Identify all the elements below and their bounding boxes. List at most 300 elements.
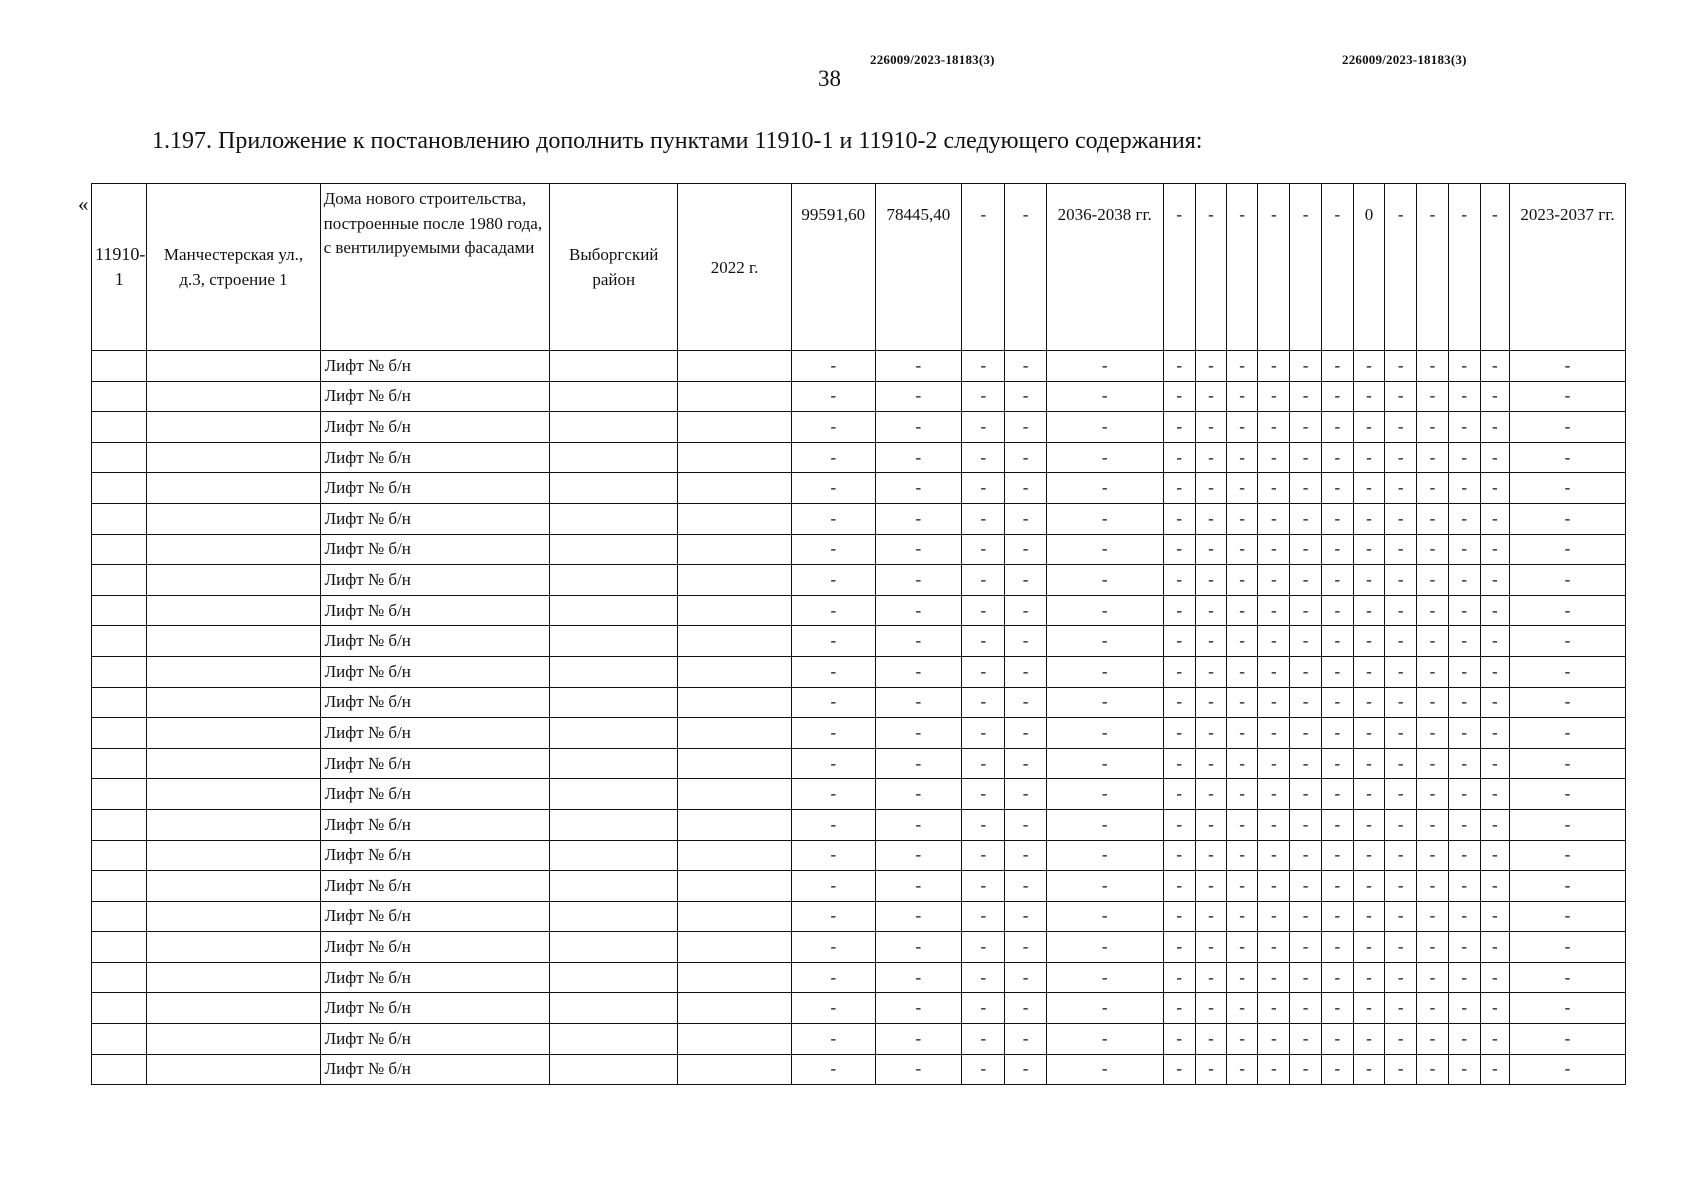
dash-cell: - [1258,351,1290,382]
value2-cell: 78445,40 [875,184,962,351]
dash-cell: - [1195,962,1226,993]
table-row-main [92,184,1626,351]
dash-cell: - [1509,687,1625,718]
dash-cell: - [1290,626,1321,657]
dash-cell: - [1321,626,1353,657]
dash-cell: - [1385,993,1417,1024]
dash-cell: - [1353,656,1384,687]
dash-cell: - [1353,687,1384,718]
dash-cell: - [1163,748,1195,779]
empty-cell [92,932,147,963]
dash-cell: - [1046,412,1163,443]
dash-cell: - [1385,412,1417,443]
empty-cell [678,412,792,443]
dash-cell: - [791,595,875,626]
cell-c21: - [1480,184,1509,351]
dash-cell: - [1417,687,1448,718]
empty-cell [550,442,678,473]
dash-cell: - [1417,442,1448,473]
empty-cell [92,595,147,626]
empty-cell [550,840,678,871]
dash-cell: - [1448,1054,1480,1085]
dash-cell: - [1448,718,1480,749]
dash-cell: - [1353,595,1384,626]
dash-cell: - [1290,687,1321,718]
dash-cell: - [1290,718,1321,749]
dash-cell: - [1195,473,1226,504]
empty-cell [678,809,792,840]
dash-cell: - [1227,993,1258,1024]
dash-cell: - [1321,534,1353,565]
empty-cell [147,809,320,840]
dash-cell: - [1353,840,1384,871]
dash-cell: - [1385,871,1417,902]
dash-cell: - [1417,962,1448,993]
dash-cell: - [1385,442,1417,473]
dash-cell: - [1290,595,1321,626]
dash-cell: - [1480,381,1509,412]
dash-cell: - [1448,534,1480,565]
dash-cell: - [1046,351,1163,382]
dash-cell: - [1258,687,1290,718]
empty-cell [550,656,678,687]
dash-cell: - [1290,779,1321,810]
final-period-cell: 2023-2037 гг. [1509,184,1625,351]
dash-cell: - [1163,1054,1195,1085]
dash-cell: - [875,595,962,626]
table-row [92,748,1626,779]
dash-cell: - [1480,871,1509,902]
dash-cell: - [1163,1024,1195,1055]
dash-cell: - [1417,473,1448,504]
dash-cell: - [1195,626,1226,657]
dash-cell: - [1290,442,1321,473]
empty-cell [678,718,792,749]
dash-cell: - [1353,1054,1384,1085]
empty-cell [147,503,320,534]
dash-cell: - [791,871,875,902]
dash-cell: - [1046,656,1163,687]
dash-cell: - [1385,351,1417,382]
empty-cell [147,534,320,565]
dash-cell: - [1321,473,1353,504]
table-row [92,473,1626,504]
empty-cell [678,656,792,687]
dash-cell: - [791,473,875,504]
dash-cell: - [1005,748,1046,779]
empty-cell [92,840,147,871]
empty-cell [550,962,678,993]
dash-cell: - [1385,779,1417,810]
dash-cell: - [875,1024,962,1055]
cell-c19: - [1417,184,1448,351]
dash-cell: - [1480,748,1509,779]
dash-cell: - [1385,503,1417,534]
dash-cell: - [1417,626,1448,657]
dash-cell: - [1448,779,1480,810]
dash-cell: - [1353,932,1384,963]
dash-cell: - [1448,595,1480,626]
dash-cell: - [1046,809,1163,840]
dash-cell: - [1258,962,1290,993]
dash-cell: - [1480,993,1509,1024]
dash-cell: - [1227,1024,1258,1055]
cell-c11: - [1163,184,1195,351]
dash-cell: - [1385,962,1417,993]
table-row [92,718,1626,749]
dash-cell: - [1321,993,1353,1024]
table-row [92,412,1626,443]
dash-cell: - [1290,901,1321,932]
empty-cell [147,473,320,504]
empty-cell [550,993,678,1024]
empty-cell [147,993,320,1024]
dash-cell: - [1509,840,1625,871]
dash-cell: - [1417,503,1448,534]
dash-cell: - [791,626,875,657]
dash-cell: - [1005,473,1046,504]
dash-cell: - [1509,1024,1625,1055]
lift-label-cell: Лифт № б/н [320,656,550,687]
empty-cell [92,412,147,443]
dash-cell: - [1448,748,1480,779]
dash-cell: - [875,351,962,382]
lift-label-cell: Лифт № б/н [320,840,550,871]
table-row [92,840,1626,871]
dash-cell: - [1227,381,1258,412]
dash-cell: - [1195,779,1226,810]
dash-cell: - [1448,565,1480,596]
dash-cell: - [1385,932,1417,963]
dash-cell: - [1385,534,1417,565]
dash-cell: - [1509,901,1625,932]
dash-cell: - [962,473,1005,504]
dash-cell: - [1321,840,1353,871]
empty-cell [92,718,147,749]
dash-cell: - [1290,1054,1321,1085]
dash-cell: - [1385,473,1417,504]
dash-cell: - [1509,993,1625,1024]
dash-cell: - [1480,1024,1509,1055]
lift-label-cell: Лифт № б/н [320,565,550,596]
dash-cell: - [1227,718,1258,749]
dash-cell: - [1195,412,1226,443]
dash-cell: - [1227,962,1258,993]
dash-cell: - [1353,993,1384,1024]
address-cell: Манчестерская ул., д.3, строение 1 [147,184,320,351]
empty-cell [678,1054,792,1085]
table-row [92,656,1626,687]
dash-cell: - [1258,718,1290,749]
dash-cell: - [1258,442,1290,473]
dash-cell: - [875,381,962,412]
dash-cell: - [1480,503,1509,534]
dash-cell: - [791,565,875,596]
dash-cell: - [1163,503,1195,534]
dash-cell: - [962,748,1005,779]
cell-c18: - [1385,184,1417,351]
dash-cell: - [1258,412,1290,443]
dash-cell: - [1195,901,1226,932]
empty-cell [678,626,792,657]
dash-cell: - [1046,442,1163,473]
dash-cell: - [1509,412,1625,443]
dash-cell: - [1321,442,1353,473]
dash-cell: - [1448,656,1480,687]
dash-cell: - [1321,718,1353,749]
dash-cell: - [1509,534,1625,565]
dash-cell: - [1227,687,1258,718]
dash-cell: - [1163,442,1195,473]
empty-cell [678,473,792,504]
document-id-right: 226009/2023-18183(3) [1342,52,1467,67]
dash-cell: - [1480,840,1509,871]
table-row [92,381,1626,412]
cell-c15: - [1290,184,1321,351]
cell-c16: - [1321,184,1353,351]
dash-cell: - [1385,565,1417,596]
dash-cell: - [1046,779,1163,810]
dash-cell: - [1448,901,1480,932]
dash-cell: - [1046,993,1163,1024]
dash-cell: - [1005,718,1046,749]
dash-cell: - [1321,1024,1353,1055]
table-row [92,1054,1626,1085]
dash-cell: - [1509,932,1625,963]
dash-cell: - [1046,687,1163,718]
dash-cell: - [1417,565,1448,596]
table-row [92,442,1626,473]
dash-cell: - [791,1054,875,1085]
dash-cell: - [1005,871,1046,902]
dash-cell: - [1509,962,1625,993]
dash-cell: - [1163,901,1195,932]
dash-cell: - [1005,809,1046,840]
lift-label-cell: Лифт № б/н [320,809,550,840]
dash-cell: - [1005,534,1046,565]
dash-cell: - [1417,840,1448,871]
dash-cell: - [1195,687,1226,718]
dash-cell: - [1509,442,1625,473]
dash-cell: - [1163,534,1195,565]
dash-cell: - [1195,748,1226,779]
table-row [92,503,1626,534]
dash-cell: - [1258,779,1290,810]
dash-cell: - [1163,656,1195,687]
dash-cell: - [1385,1054,1417,1085]
dash-cell: - [1258,473,1290,504]
dash-cell: - [1290,412,1321,443]
dash-cell: - [1353,412,1384,443]
dash-cell: - [1290,534,1321,565]
dash-cell: - [1385,1024,1417,1055]
dash-cell: - [1046,565,1163,596]
dash-cell: - [875,626,962,657]
dash-cell: - [791,534,875,565]
addresses-table [91,183,1626,1085]
empty-cell [147,1054,320,1085]
empty-cell [550,932,678,963]
dash-cell: - [1163,381,1195,412]
dash-cell: - [1195,595,1226,626]
empty-cell [92,962,147,993]
lift-label-cell: Лифт № б/н [320,748,550,779]
dash-cell: - [1005,779,1046,810]
dash-cell: - [875,473,962,504]
empty-cell [678,534,792,565]
dash-cell: - [1163,840,1195,871]
empty-cell [550,412,678,443]
dash-cell: - [1163,779,1195,810]
dash-cell: - [1509,718,1625,749]
dash-cell: - [1005,565,1046,596]
dash-cell: - [1227,932,1258,963]
dash-cell: - [1046,901,1163,932]
dash-cell: - [962,901,1005,932]
table-row [92,901,1626,932]
dash-cell: - [1385,626,1417,657]
dash-cell: - [1290,565,1321,596]
dash-cell: - [1195,1054,1226,1085]
dash-cell: - [1509,748,1625,779]
empty-cell [92,351,147,382]
dash-cell: - [875,442,962,473]
lift-label-cell: Лифт № б/н [320,595,550,626]
dash-cell: - [791,442,875,473]
empty-cell [550,565,678,596]
dash-cell: - [791,687,875,718]
empty-cell [550,687,678,718]
dash-cell: - [1258,748,1290,779]
empty-cell [92,687,147,718]
dash-cell: - [875,534,962,565]
dash-cell: - [962,503,1005,534]
dash-cell: - [1227,809,1258,840]
lift-label-cell: Лифт № б/н [320,718,550,749]
dash-cell: - [1321,503,1353,534]
dash-cell: - [875,932,962,963]
dash-cell: - [962,565,1005,596]
dash-cell: - [1290,871,1321,902]
dash-cell: - [1005,503,1046,534]
dash-cell: - [1195,718,1226,749]
dash-cell: - [875,748,962,779]
empty-cell [550,901,678,932]
item-number: 11910-1 [92,184,147,351]
dash-cell: - [1195,932,1226,963]
empty-cell [92,565,147,596]
dash-cell: - [1005,901,1046,932]
dash-cell: - [1290,962,1321,993]
empty-cell [92,748,147,779]
dash-cell: - [875,871,962,902]
empty-cell [147,351,320,382]
building-type-cell: Дома нового строительства, построенные после 1980 года, с вентилируемыми фасадами [320,184,550,351]
dash-cell: - [1385,809,1417,840]
dash-cell: - [1353,962,1384,993]
dash-cell: - [1385,748,1417,779]
dash-cell: - [875,993,962,1024]
dash-cell: - [1046,1054,1163,1085]
dash-cell: - [1195,993,1226,1024]
dash-cell: - [962,381,1005,412]
value1-cell: 99591,60 [791,184,875,351]
cell-c20: - [1448,184,1480,351]
dash-cell: - [962,809,1005,840]
lift-label-cell: Лифт № б/н [320,534,550,565]
dash-cell: - [1227,442,1258,473]
dash-cell: - [1448,503,1480,534]
dash-cell: - [1046,381,1163,412]
dash-cell: - [1448,993,1480,1024]
dash-cell: - [1005,595,1046,626]
dash-cell: - [1046,473,1163,504]
empty-cell [550,595,678,626]
dash-cell: - [875,901,962,932]
empty-cell [92,779,147,810]
dash-cell: - [791,779,875,810]
empty-cell [147,871,320,902]
dash-cell: - [1046,503,1163,534]
dash-cell: - [962,840,1005,871]
dash-cell: - [1417,595,1448,626]
dash-cell: - [1195,809,1226,840]
dash-cell: - [791,840,875,871]
empty-cell [147,962,320,993]
cell-c13: - [1227,184,1258,351]
dash-cell: - [1448,351,1480,382]
dash-cell: - [1227,748,1258,779]
dash-cell: - [1163,718,1195,749]
lift-label-cell: Лифт № б/н [320,503,550,534]
empty-cell [92,871,147,902]
dash-cell: - [1195,534,1226,565]
dash-cell: - [1046,626,1163,657]
empty-cell [550,351,678,382]
dash-cell: - [791,993,875,1024]
dash-cell: - [1353,381,1384,412]
dash-cell: - [1258,534,1290,565]
dash-cell: - [1417,381,1448,412]
dash-cell: - [1258,809,1290,840]
empty-cell [147,565,320,596]
dash-cell: - [1417,534,1448,565]
dash-cell: - [1005,626,1046,657]
dash-cell: - [1385,687,1417,718]
dash-cell: - [1448,442,1480,473]
lift-label-cell: Лифт № б/н [320,381,550,412]
dash-cell: - [962,534,1005,565]
empty-cell [147,687,320,718]
dash-cell: - [1480,687,1509,718]
dash-cell: - [1321,809,1353,840]
empty-cell [550,381,678,412]
dash-cell: - [875,718,962,749]
dash-cell: - [1195,840,1226,871]
dash-cell: - [1258,901,1290,932]
dash-cell: - [1227,351,1258,382]
dash-cell: - [1321,901,1353,932]
dash-cell: - [962,779,1005,810]
dash-cell: - [1163,565,1195,596]
dash-cell: - [1290,381,1321,412]
dash-cell: - [1163,595,1195,626]
dash-cell: - [1290,993,1321,1024]
dash-cell: - [1046,595,1163,626]
dash-cell: - [1417,351,1448,382]
dash-cell: - [875,809,962,840]
empty-cell [92,1024,147,1055]
